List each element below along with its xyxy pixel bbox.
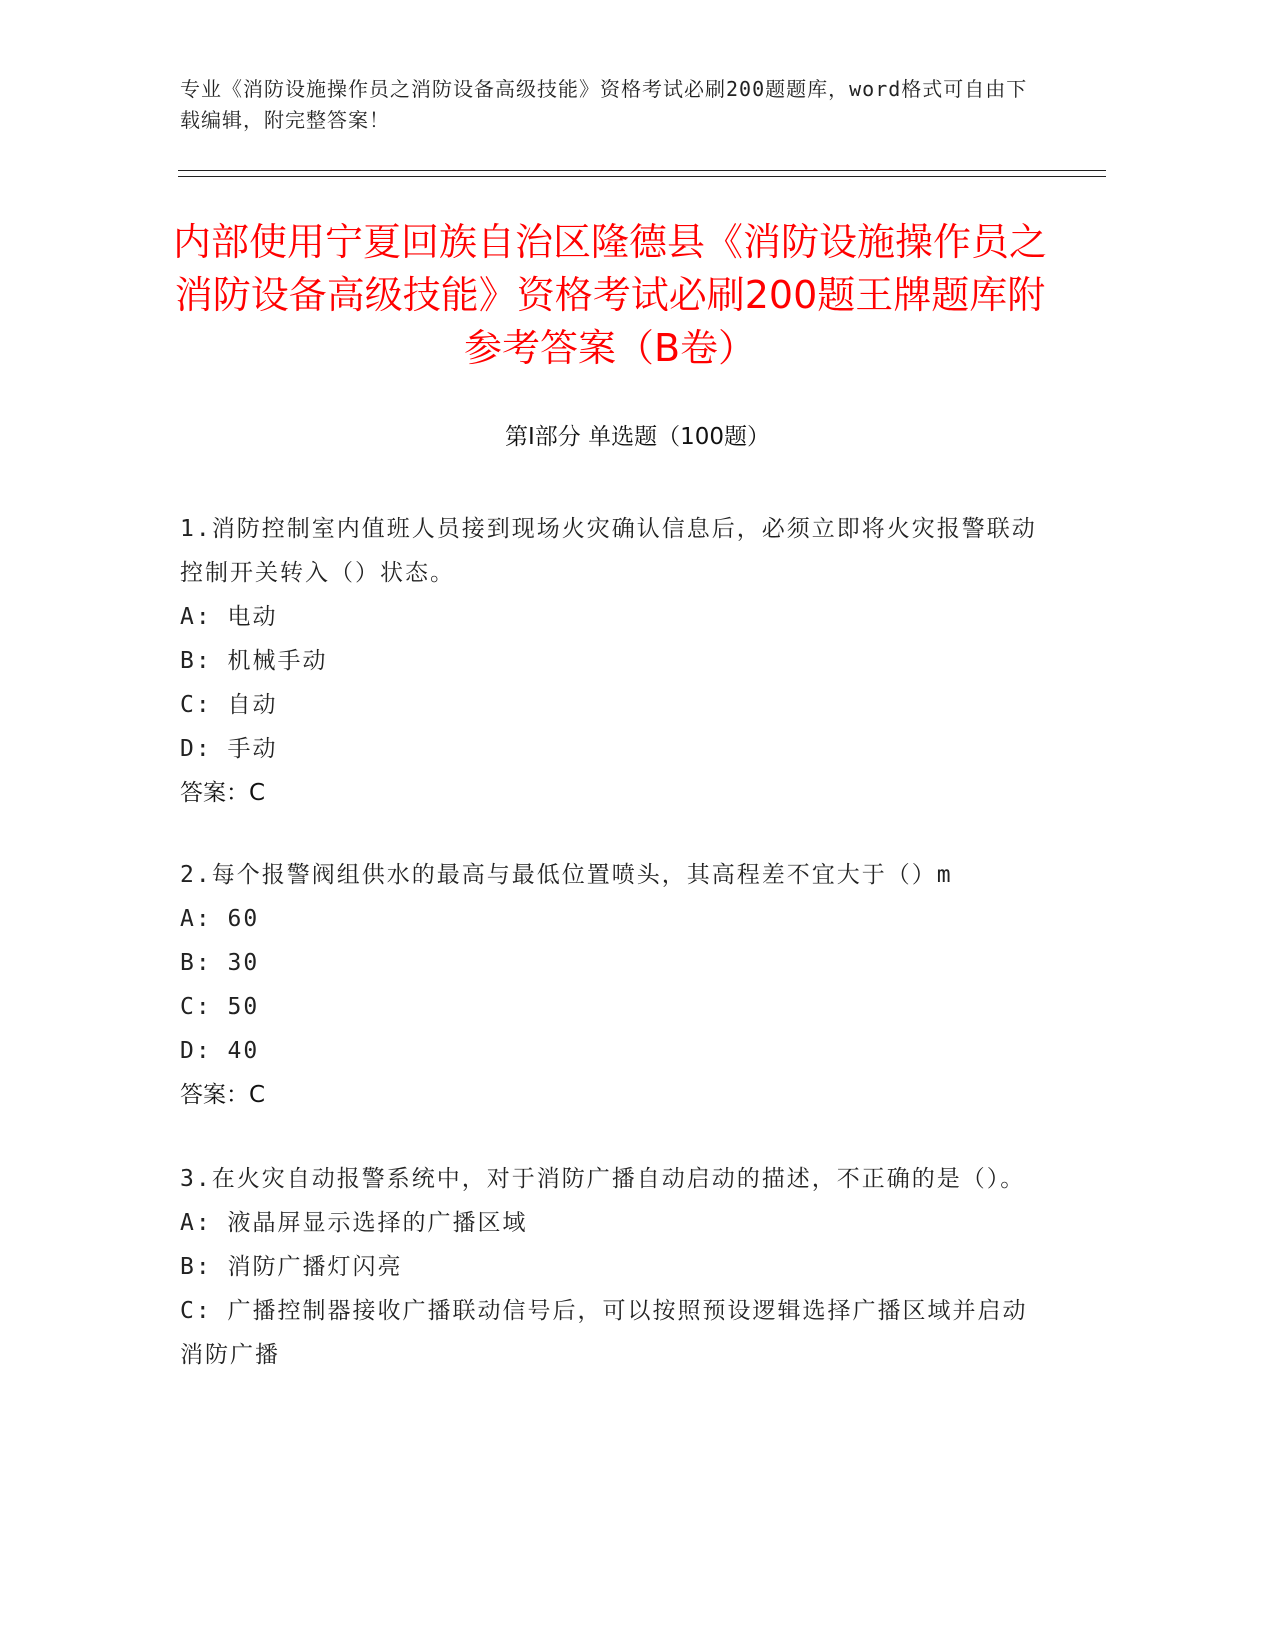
question-stem: 3.在火灾自动报警系统中，对于消防广播自动启动的描述，不正确的是（）。 [180,1166,1026,1192]
question-2 [180,853,1040,1117]
option-d: D: 手动 [180,736,278,762]
option-c: C: 50 [180,994,260,1020]
option-a: A: 60 [180,906,260,932]
option-b: B: 机械手动 [180,648,328,674]
option-c: C: 自动 [180,692,278,718]
option-b: B: 消防广播灯闪亮 [180,1254,403,1280]
answer-line: 答案：C [180,780,266,806]
section-heading: 第Ⅰ部分 单选题（100题） [505,424,770,450]
document-title: 内部使用宁夏回族自治区隆德县《消防设施操作员之消防设备高级技能》资格考试必刷200题王牌题库附参考答案（B卷） [172,220,1047,370]
question-stem: 1.消防控制室内值班人员接到现场火灾确认信息后，必须立即将火灾报警联动控制开关转入（）状态。 [180,516,1037,586]
header-divider-bottom [178,176,1106,177]
header-divider-top [178,170,1106,171]
option-a: A: 液晶屏显示选择的广播区域 [180,1210,528,1236]
option-a: A: 电动 [180,604,278,630]
question-1 [180,507,1040,815]
option-c: C: 广播控制器接收广播联动信号后，可以按照预设逻辑选择广播区域并启动消防广播 [180,1298,1028,1368]
option-b: B: 30 [180,950,260,976]
header-note: 专业《消防设施操作员之消防设备高级技能》资格考试必刷200题题库，word格式可自由下载编辑，附完整答案！ [180,77,1028,132]
option-d: D: 40 [180,1038,260,1064]
question-3 [180,1157,1040,1377]
question-stem: 2.每个报警阀组供水的最高与最低位置喷头，其高程差不宜大于（）m [180,862,953,888]
answer-line: 答案：C [180,1082,266,1108]
